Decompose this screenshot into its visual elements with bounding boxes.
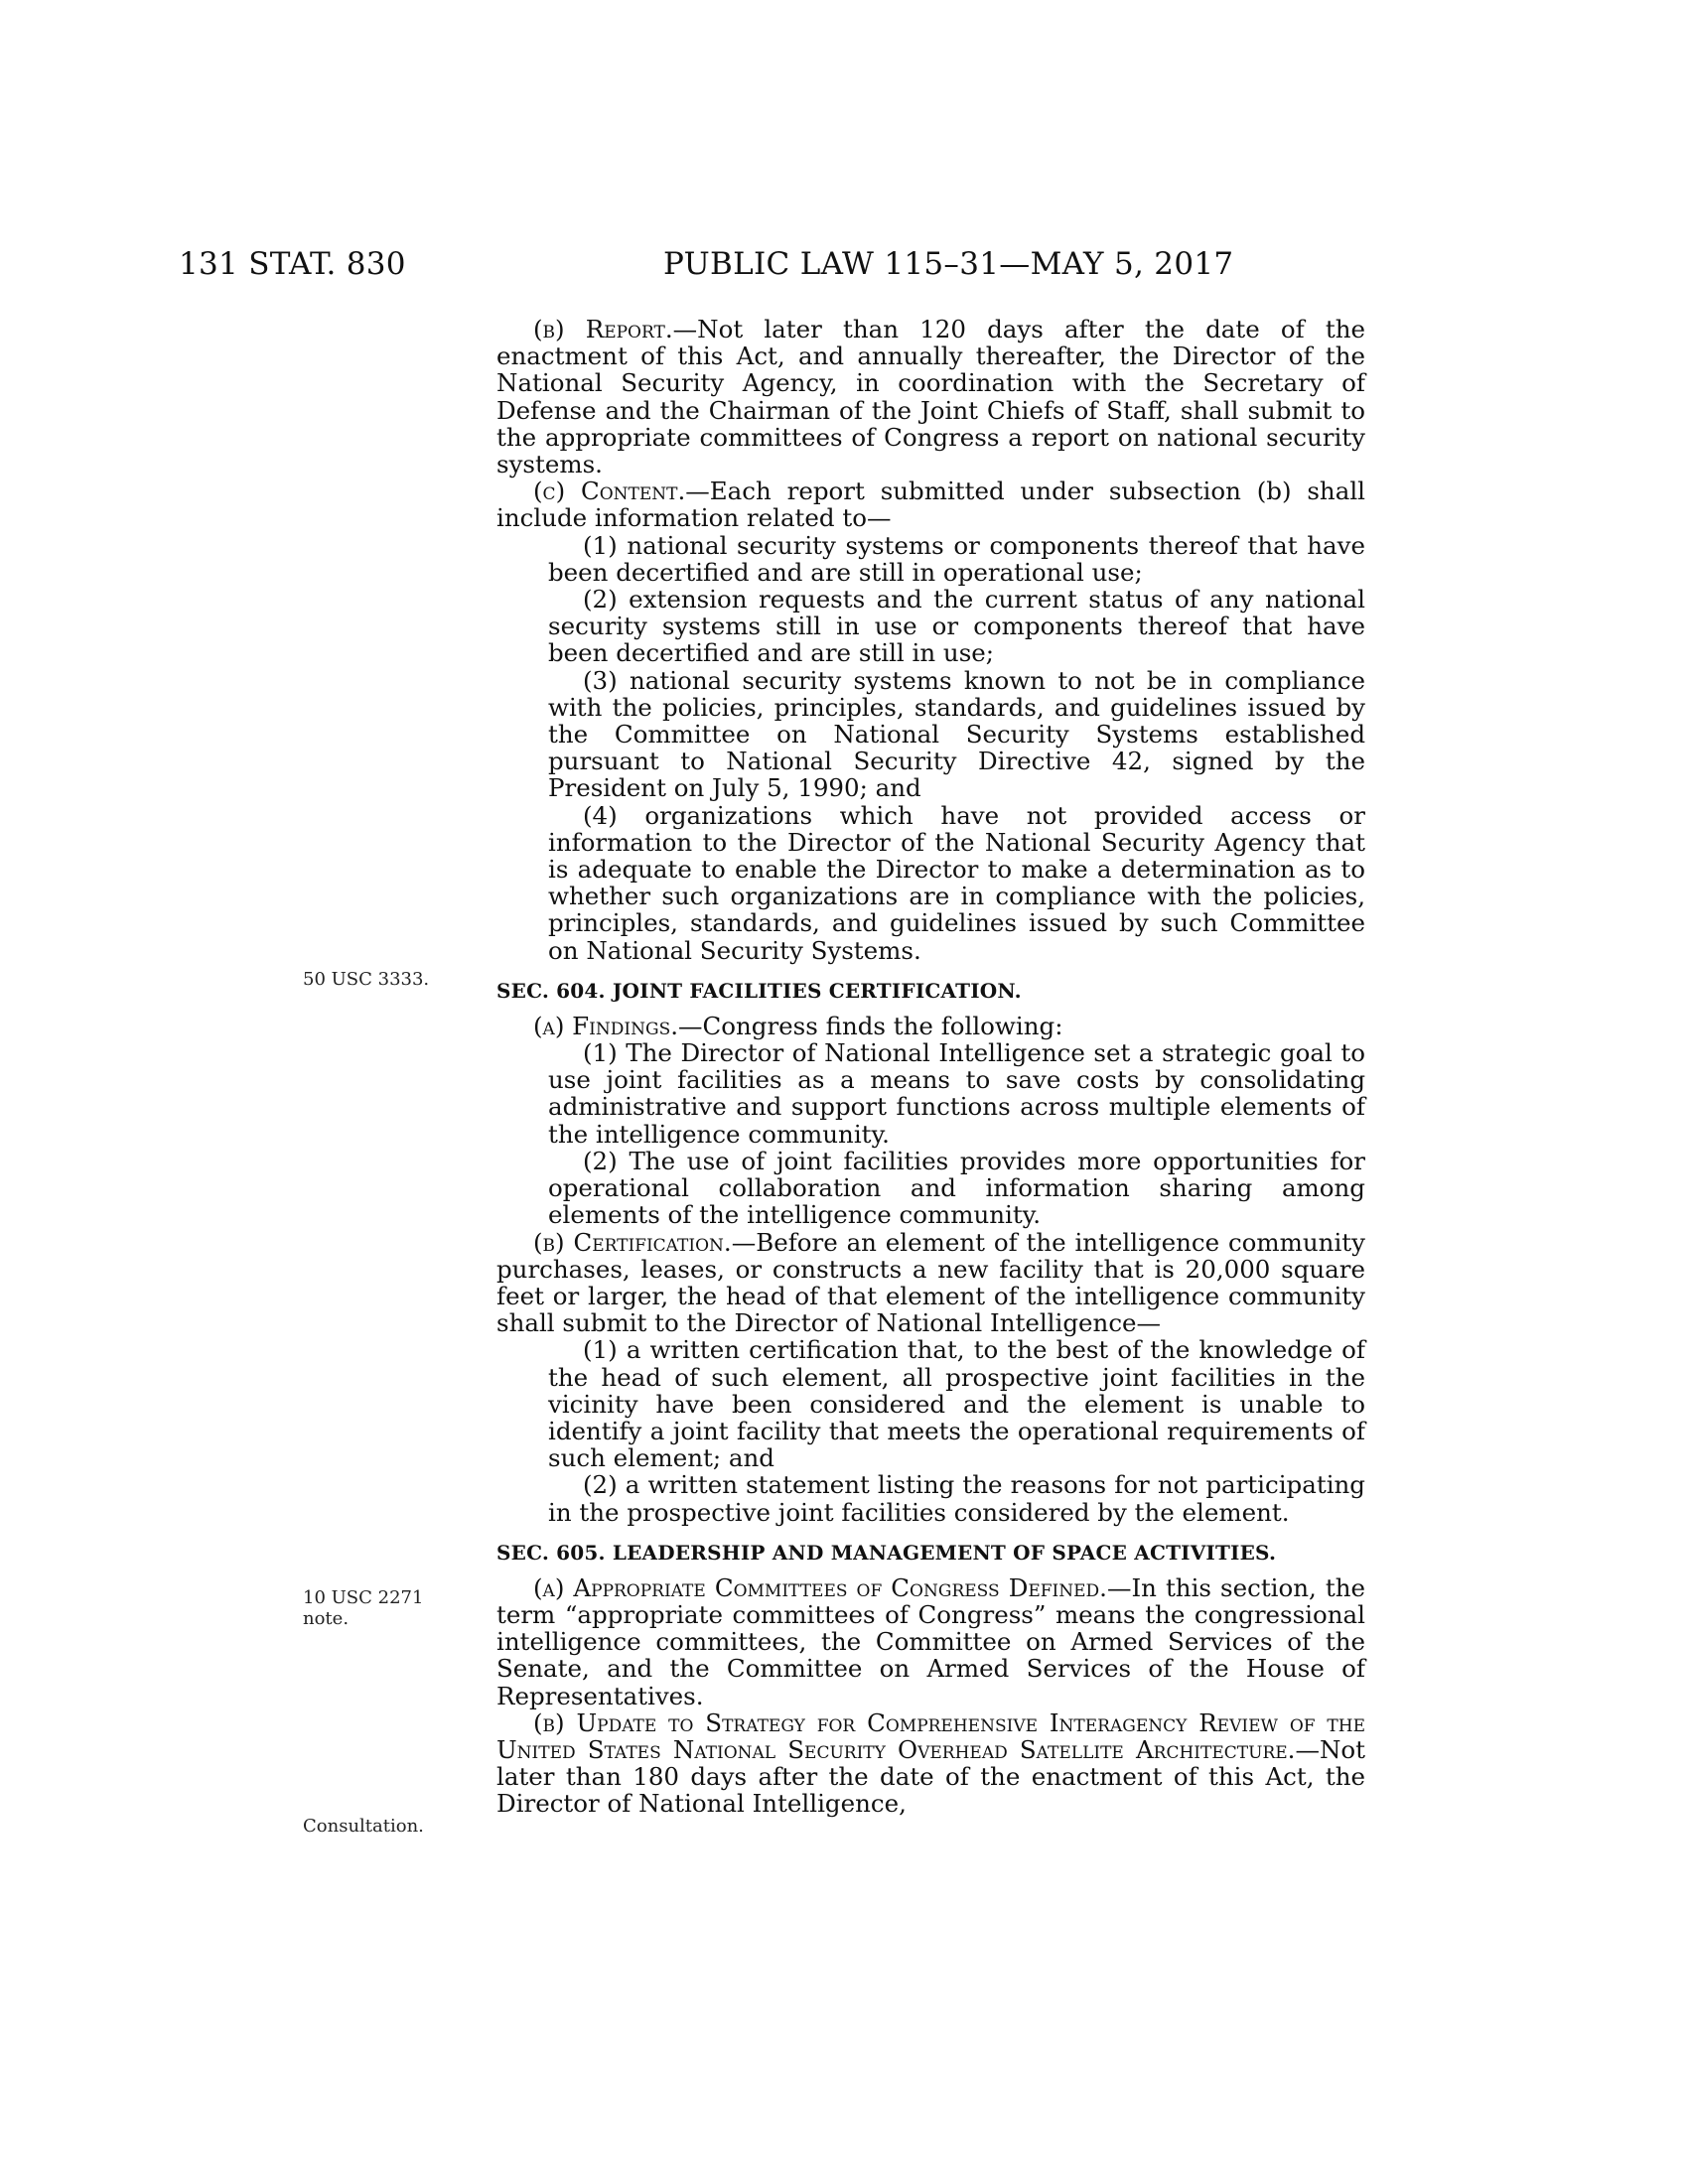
sec604-paragraph-b1: (1) a written certification that, to the best of the knowledge of the head of such element, all prospective joint facilities in the vicinity have been considered and the element is unable to identify a joint facility that meets the operational requirements of such element; and [548, 1335, 1365, 1473]
subsection-text: —Not later than 120 days after the date of the enactment of this Act, and annually thereafter, the Director of the National Security Agency, in coordination with the Secretary of Defense and the Chairman of the Joint Chiefs of Staff, shall submit to the appropriate committees of Congress a report on national security systems. [496, 315, 1366, 479]
subsection-text: —Each report submitted under subsection (b) shall include information related to— [496, 477, 1365, 533]
paragraph-c4: (4) organizations which have not provided access or information to the Director of the National Security Agency that is adequate to enable the Director to make a determination as to whether such organizations are in compliance with the policies, principles, standards, and guidelines issued by such Committee on National Security Systems. [548, 800, 1365, 965]
subsection-c-content [496, 478, 1365, 531]
sec604-subsection-b [496, 1229, 1365, 1337]
sec604-paragraph-b2: (2) a written statement listing the reasons for not participating in the prospective joint facilities considered by the element. [548, 1470, 1365, 1527]
subsection-text: —In this section, the term “appropriate committees of Congress” means the congressional intelligence committees, the Committee on Armed Services of the Senate, and the Committee on Armed Services of the House of Representatives. [496, 1572, 1365, 1710]
subsection-label: (b) Report. [533, 315, 673, 343]
section-605-heading-block [496, 1541, 1365, 1565]
sec604-subsection-a [496, 1013, 1365, 1039]
page-reference: 131 STAT. 830 [179, 246, 406, 282]
sec604-paragraph-a1: (1) The Director of National Intelligence set a strategic goal to use joint facilities as a means to save costs by consolidating administrative and support functions across multiple elements of the intelligence community. [548, 1038, 1365, 1149]
paragraph-c2: (2) extension requests and the current status of any national security systems still in use or components thereof that have been decertified and are still in use; [548, 585, 1365, 668]
section-604-heading-block [496, 979, 1365, 1003]
subsection-label: (b) Update to Strategy for Comprehensive Interagency Review of the United States National Security Overhead Satellite Architecture. [496, 1707, 1365, 1764]
subsection-text: —Congress finds the following: [678, 1011, 1063, 1040]
section-605-heading: SEC. 605. LEADERSHIP AND MANAGEMENT OF SPACE ACTIVITIES. [496, 1540, 1277, 1565]
subsection-text: —Before an element of the intelligence community purchases, leases, or constructs a new facility that is 20,000 square feet or larger, the head of that element of the intelligence community shall submit to the Director of National Intelligence— [496, 1227, 1365, 1338]
paragraph-c1: (1) national security systems or components thereof that have been decertified and are still in operational use; [548, 530, 1365, 587]
margin-note-consultation: Consultation. [303, 1816, 424, 1837]
subsection-label: (a) Appropriate Committees of Congress Defined. [533, 1572, 1107, 1602]
paragraph-c3: (3) national security systems known to not be in compliance with the policies, principles, standards, and guidelines issued by the Committee on National Security Systems established pursuant to National Security Directive 42, signed by the President on July 5, 1990; and [548, 665, 1365, 803]
subsection-label: (b) Certification. [533, 1227, 732, 1257]
page-title: PUBLIC LAW 115–31—MAY 5, 2017 [663, 246, 1234, 282]
page-header [0, 246, 1688, 286]
margin-note-sec605-line1: 10 USC 2271 [303, 1587, 424, 1608]
margin-note-sec605-line2: note. [303, 1608, 350, 1629]
subsection-label: (c) Content. [533, 477, 686, 506]
subsection-label: (a) Findings. [533, 1011, 679, 1040]
subsection-b-report [496, 316, 1365, 478]
document-body [496, 316, 1365, 1818]
sec604-paragraph-a2: (2) The use of joint facilities provides more opportunities for operational collaboration and information sharing among elements of the intelligence community. [548, 1146, 1365, 1230]
sec605-subsection-a [496, 1574, 1365, 1709]
section-604-heading: SEC. 604. JOINT FACILITIES CERTIFICATION. [496, 978, 1022, 1003]
subsection-text: —Not later than 180 days after the date of the enactment of this Act, the Director of National Intelligence, [496, 1734, 1365, 1819]
sec605-subsection-b [496, 1709, 1365, 1818]
margin-note-sec604: 50 USC 3333. [303, 969, 430, 990]
